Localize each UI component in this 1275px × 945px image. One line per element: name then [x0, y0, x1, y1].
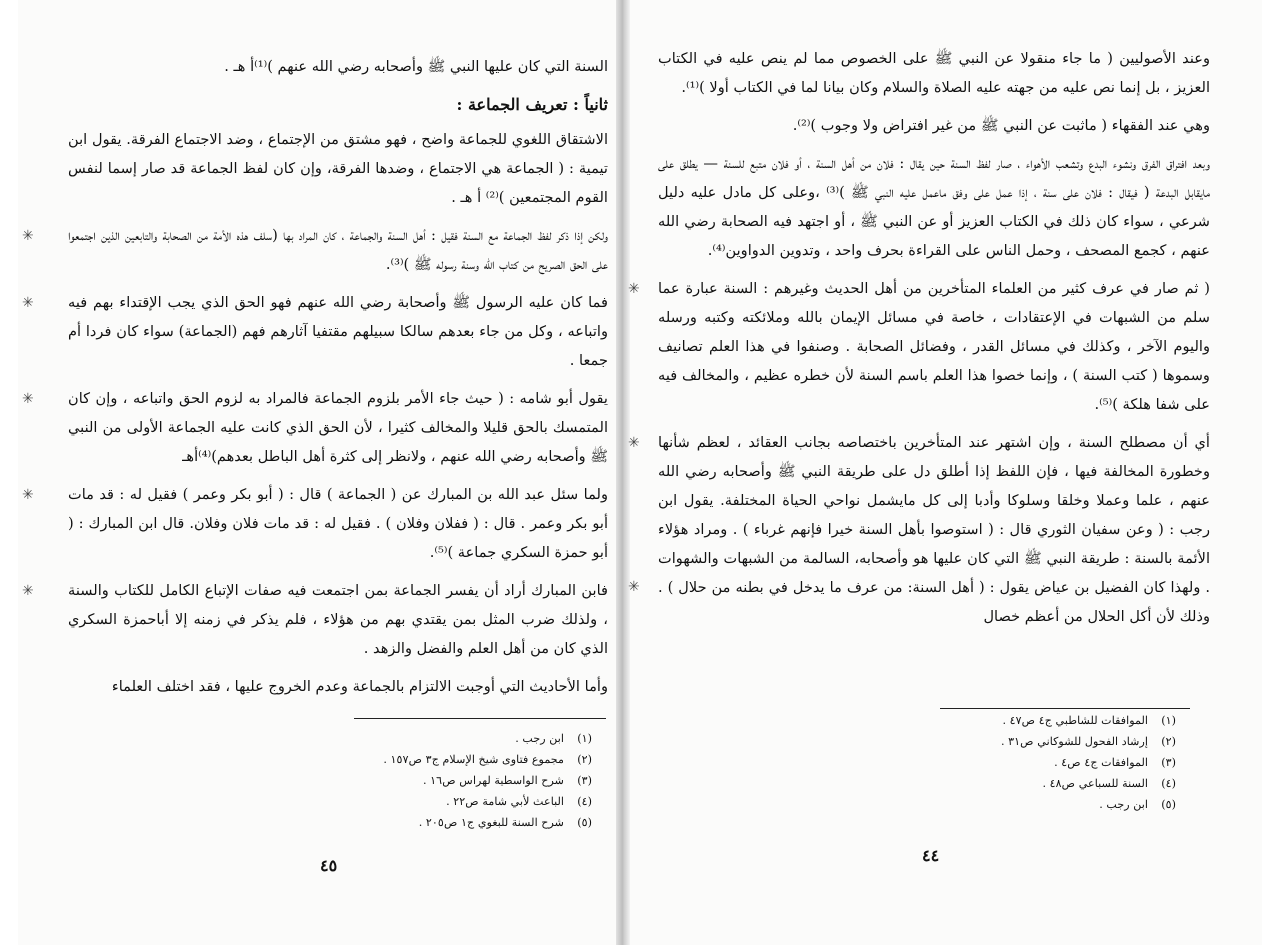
paragraph-marked: [22, 480, 608, 567]
footnote-divider: [354, 718, 606, 719]
footnotes-list: [926, 710, 1176, 815]
left-page-body: [22, 52, 608, 710]
footnote-number: (١): [577, 732, 592, 745]
asterisk-margin-mark-icon: ✳: [22, 583, 34, 599]
paragraph-marked: [628, 274, 1210, 419]
footnote-text: شرح الواسطية لهراس ص١٦ .: [423, 774, 564, 787]
footnote: [926, 731, 1176, 752]
paragraph-text: يقول أبو شامه : ( حيث جاء الأمر بلزوم الجماعة فالمراد به لزوم الحق واتباعه ، وإن كان المتمسك بالحق قليلا والمخالف كثيرا ، لأن الحق الذي كانت عليه الجماعة الأولى من النبي ﷺ وأصحابه رضي الله عنهم ، ولانظر إلى كثرة أهل الباطل بعدهم)⁽⁴⁾أهـ: [68, 390, 608, 465]
footnote: [926, 794, 1176, 815]
footnote: [352, 770, 592, 791]
paragraph: وهي عند الفقهاء ( ماثبت عن النبي ﷺ من غير افتراض ولا وجوب )⁽²⁾.: [792, 117, 1210, 134]
footnote-divider: [940, 708, 1190, 709]
paragraph-marked: [22, 384, 608, 471]
paragraph: وأما الأحاديث التي أوجبت الالتزام بالجماعة وعدم الخروج عليها ، فقد اختلف العلماء: [111, 678, 608, 695]
footnote: [352, 791, 592, 812]
right-page: [630, 0, 1262, 945]
footnote-text: شرح السنة للبغوي ج١ ص٢٠٥ .: [418, 816, 564, 829]
asterisk-margin-mark-icon: ✳: [22, 391, 34, 407]
paragraph-text: أي أن مصطلح السنة ، وإن اشتهر عند المتأخرين باختصاصه بجانب العقائد ، لعظم شأنها وخطورة المخالفة فيها ، فإن اللفظ إذا أطلق دل على طريقة النبي ﷺ وأصحابه رضي الله عنهم ، علما وعملا وخلقا وسلوكا وأدبا إلى كل مايشمل نواحي الحياة المختلفة. يقول ابن رجب : ( وعن سفيان الثوري قال : ( استوصوا بأهل السنة خيرا فإنهم غرباء ) . ومراد هؤلاء الأئمة بالسنة : طريقة النبي ﷺ التي كان عليها هو وأصحابه، السالمة من الشبهات والشهوات . ولهذا كان الفضيل بن عياض يقول : ( أهل السنة: من عرف ما يدخل في بطنه من حلال ) . وذلك لأن أكل الحلال من أعظم خصال: [658, 434, 1210, 625]
asterisk-margin-mark-icon: ✳: [22, 228, 34, 244]
footnote-text: مجموع فتاوى شيخ الإسلام ج٣ ص١٥٧ .: [383, 753, 564, 766]
paragraph-text: ولما سئل عبد الله بن المبارك عن ( الجماعة ) قال : ( أبو بكر وعمر ) فقيل له : قد مات أبو بكر وعمر . قال : ( ففلان وفلان ) . فقيل له : قد مات فلان وفلان. قال ابن المبارك : ( أبو حمزة السكري جماعة )⁽⁵⁾.: [68, 486, 608, 561]
footnote-number: (٢): [1161, 735, 1176, 748]
asterisk-margin-mark-icon: ✳: [22, 487, 34, 503]
footnote-number: (٣): [1161, 756, 1176, 769]
right-page-body: [628, 44, 1210, 640]
footnote-number: (٤): [577, 795, 592, 808]
paragraph-text: فما كان عليه الرسول ﷺ وأصحابة رضي الله عنهم فهو الحق الذي يجب الإقتداء بهم فيه واتباعه ، وكل من جاء بعدهم سالكا سبيلهم مقتفيا آثارهم فهم (الجماعة) سواء كان فردا أم جمعا .: [68, 294, 608, 369]
paragraph-text: ولكن إذا ذكر لفظ الجماعة مع السنة فقيل : أهل السنة والجماعة ، كان المراد بها (سلف هذه الأمة من الصحابة والتابعين الذين اجتمعوا على الحق الصريح من كتاب الله وسنة رسوله ﷺ )⁽³⁾.: [68, 227, 608, 273]
footnote-text: الموافقات للشاطبي ج٤ ص٤٧ .: [1002, 714, 1148, 727]
footnote: [926, 710, 1176, 731]
footnote-text: الموافقات ج٤ ص٤ .: [1054, 756, 1148, 769]
footnote-number: (٣): [577, 774, 592, 787]
footnote-text: الباعث لأبي شامة ص٢٢ .: [446, 795, 564, 808]
footnote: [352, 749, 592, 770]
page-number: ٤٥: [320, 856, 338, 875]
footnote-number: (٢): [577, 753, 592, 766]
paragraph-marked: [22, 221, 608, 279]
paragraph: الاشتقاق اللغوي للجماعة واضح ، فهو مشتق من الإجتماع ، وضد الاجتماع الفرقة. يقول ابن تيمية : ( الجماعة هي الاجتماع ، وضدها الفرقة، وإن كان لفظ الجماعة قد صار إسما لنفس القوم المجتمعين )⁽²⁾ أ هـ .: [68, 131, 608, 206]
footnote: [926, 752, 1176, 773]
footnote-text: إرشاد الفحول للشوكاني ص٣١ .: [1001, 735, 1148, 748]
section-heading: ثانياً : تعريف الجماعة :: [456, 95, 608, 114]
paragraph: وعند الأصوليين ( ما جاء منقولا عن النبي ﷺ على الخصوص مما لم ينص عليه في الكتاب العزيز ، بل إنما نص عليه من جهته عليه الصلاة والسلام وكان بيانا لما في الكتاب أولا )⁽¹⁾.: [658, 50, 1210, 96]
footnote-number: (١): [1161, 714, 1176, 727]
footnote-number: (٥): [577, 816, 592, 829]
paragraph: وبعد افتراق الفرق ونشوء البدع وتشعب الأهواء ، صار لفظ السنة حين يقال : فلان من أهل السنة ، أو فلان متبع للسنة — يطلق على مايقابل البدعة ( فيقال : فلان على سنة ، إذا عمل على وفق ماعمل عليه النبي ﷺ )⁽³⁾ ،وعلى كل مادل عليه دليل شرعي ، سواء كان ذلك في الكتاب العزيز أو عن النبي ﷺ ، أو اجتهد فيه الصحابة رضي الله عنهم ، كجمع المصحف ، وحمل الناس على القراءة بحرف واحد ، وتدوين الدواوين⁽⁴⁾.: [658, 155, 1210, 259]
footnote-text: ابن رجب .: [515, 732, 564, 745]
paragraph-marked: [22, 288, 608, 375]
paragraph-text: فابن المبارك أراد أن يفسر الجماعة بمن اجتمعت فيه صفات الإتباع الكامل للكتاب والسنة ، ولذلك ضرب المثل بمن يقتدي بهم من هؤلاء ، فلم يذكر في زمنه إلا أباحمزة السكري الذي كان من أهل العلم والفضل والزهد .: [68, 582, 608, 657]
book-gutter: [616, 0, 630, 945]
footnote: [352, 812, 592, 833]
footnote-text: السنة للسباعي ص٤٨ .: [1042, 777, 1148, 790]
footnote: [926, 773, 1176, 794]
asterisk-margin-mark-icon: ✳: [628, 281, 640, 297]
footnote-number: (٤): [1161, 777, 1176, 790]
footnote: [352, 728, 592, 749]
paragraph-marked: [628, 428, 1210, 631]
paragraph-text: ( ثم صار في عرف كثير من العلماء المتأخرين من أهل الحديث وغيرهم : السنة عبارة عما سلم من الشبهات في الإعتقادات ، خاصة في مسائل الإيمان بالله وملائكته وكتبه ورسله واليوم الآخر ، وكذلك في مسائل القدر ، وفضائل الصحابة . وصنفوا في هذا العلم تصانيف وسموها ( كتب السنة ) ، وإنما خصوا هذا العلم باسم السنة لأن خطره عظيم ، والمخالف فيه على شفا هلكة )⁽⁵⁾.: [658, 280, 1210, 413]
page-number: ٤٤: [922, 846, 940, 865]
asterisk-margin-mark-icon: ✳: [628, 579, 640, 595]
paragraph: السنة التي كان عليها النبي ﷺ وأصحابه رضي الله عنهم )⁽¹⁾أ هـ .: [224, 58, 608, 75]
footnotes-list: [352, 728, 592, 833]
left-page: [18, 0, 616, 945]
footnote-text: ابن رجب .: [1099, 798, 1148, 811]
paragraph-marked: [22, 576, 608, 663]
asterisk-margin-mark-icon: ✳: [628, 435, 640, 451]
footnote-number: (٥): [1161, 798, 1176, 811]
asterisk-margin-mark-icon: ✳: [22, 295, 34, 311]
